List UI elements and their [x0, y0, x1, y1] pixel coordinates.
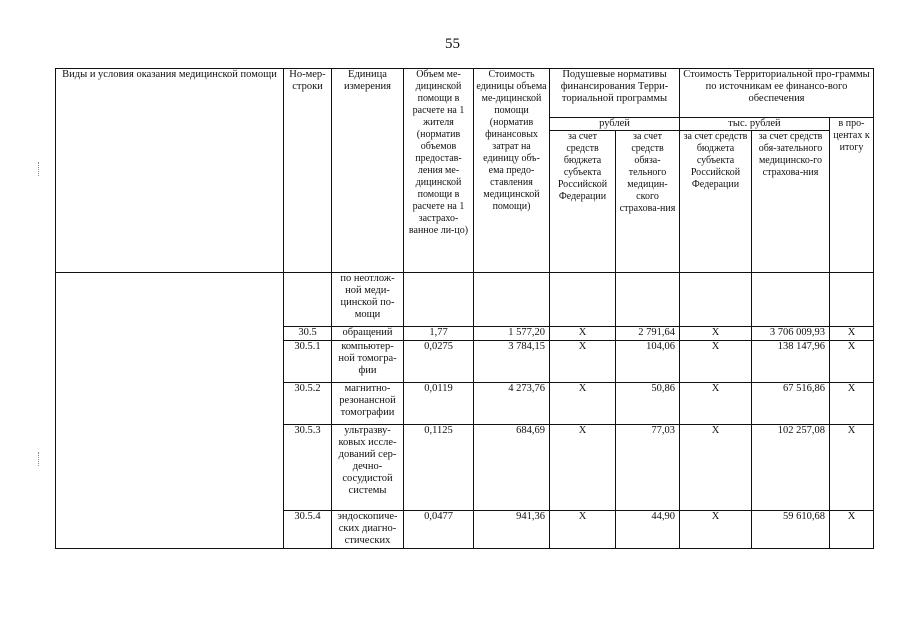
header-row-number: Но-мер-строки	[284, 69, 332, 273]
cell-total-oms: 67 516,86	[752, 383, 830, 425]
header-total-percent: в про-центах к итогу	[830, 118, 874, 273]
cell-total-budget: X	[680, 425, 752, 511]
scan-mark	[38, 452, 40, 466]
cell-cost: 3 784,15	[474, 341, 550, 383]
cell-norm-budget	[550, 273, 616, 327]
cell-total-percent: X	[830, 341, 874, 383]
cell-cost: 4 273,76	[474, 383, 550, 425]
cell-total-percent: X	[830, 425, 874, 511]
header-total: Стоимость Территориальной про-граммы по источникам ее финансо-вого обеспечения	[680, 69, 874, 118]
cell-volume	[404, 273, 474, 327]
cell-unit: эндоскопиче-ских диагно-стических	[332, 511, 404, 549]
header-cost: Стоимость единицы объема ме-дицинской помощи (норматив финансовых затрат на единицу объ-ема предо-ставления медицинской помощи)	[474, 69, 550, 273]
cell-total-oms: 102 257,08	[752, 425, 830, 511]
cell-total-oms	[752, 273, 830, 327]
cell-volume: 1,77	[404, 327, 474, 341]
cell-unit: обращений	[332, 327, 404, 341]
cell-norm-budget: X	[550, 341, 616, 383]
cell-norm-budget: X	[550, 383, 616, 425]
cell-row-number: 30.5	[284, 327, 332, 341]
cell-norm-budget: X	[550, 327, 616, 341]
cell-total-budget: X	[680, 341, 752, 383]
cell-norm-oms: 2 791,64	[616, 327, 680, 341]
data-table	[55, 68, 874, 549]
header-types: Виды и условия оказания медицинской помощи	[56, 69, 284, 273]
cell-total-percent: X	[830, 511, 874, 549]
cell-total-budget: X	[680, 327, 752, 341]
header-norms-unit: рублей	[550, 118, 680, 131]
cell-norm-budget: X	[550, 511, 616, 549]
cell-total-oms: 59 610,68	[752, 511, 830, 549]
header-norms-oms: за счет средств обяза-тельного медицин-ского страхова-ния	[616, 131, 680, 273]
cell-norm-oms: 44,90	[616, 511, 680, 549]
cell-row-number: 30.5.1	[284, 341, 332, 383]
cell-total-percent: X	[830, 383, 874, 425]
cell-row-number	[284, 273, 332, 327]
header-norms-budget: за счет средств бюджета субъекта Российской Федерации	[550, 131, 616, 273]
cell-unit: по неотлож-ной меди-цинской по-мощи	[332, 273, 404, 327]
cell-unit: ультразву-ковых иссле-дований сер-дечно-сосудистой системы	[332, 425, 404, 511]
cell-norm-oms	[616, 273, 680, 327]
header-row	[56, 69, 874, 118]
cell-total-percent: X	[830, 327, 874, 341]
table-row	[56, 273, 874, 327]
cell-norm-oms: 104,06	[616, 341, 680, 383]
header-unit: Единица измерения	[332, 69, 404, 273]
cell-type	[56, 273, 284, 549]
cell-row-number: 30.5.3	[284, 425, 332, 511]
cell-row-number: 30.5.2	[284, 383, 332, 425]
header-volume: Объем ме-дицинской помощи в расчете на 1 жителя (норматив объемов предостав-ления ме-дицинской помощи в расчете на 1 застрахо-ванное ли-цо)	[404, 69, 474, 273]
cell-total-percent	[830, 273, 874, 327]
header-norms: Подушевые нормативы финансирования Терри-ториальной программы	[550, 69, 680, 118]
header-total-unit: тыс. рублей	[680, 118, 830, 131]
cell-cost: 1 577,20	[474, 327, 550, 341]
scan-mark	[38, 162, 40, 176]
cell-total-budget: X	[680, 511, 752, 549]
cell-total-oms: 138 147,96	[752, 341, 830, 383]
header-total-oms: за счет средств обя-зательного медицинско-го страхова-ния	[752, 131, 830, 273]
cell-norm-budget: X	[550, 425, 616, 511]
cell-unit: магнитно-резонансной томографии	[332, 383, 404, 425]
cell-norm-oms: 77,03	[616, 425, 680, 511]
cell-cost	[474, 273, 550, 327]
cell-volume: 0,0119	[404, 383, 474, 425]
cell-cost: 941,36	[474, 511, 550, 549]
cell-unit: компьютер-ной томогра-фии	[332, 341, 404, 383]
cell-total-budget	[680, 273, 752, 327]
cell-volume: 0,1125	[404, 425, 474, 511]
header-total-budget: за счет средств бюджета субъекта Российской Федерации	[680, 131, 752, 273]
cell-row-number: 30.5.4	[284, 511, 332, 549]
cell-cost: 684,69	[474, 425, 550, 511]
cell-volume: 0,0477	[404, 511, 474, 549]
cell-total-oms: 3 706 009,93	[752, 327, 830, 341]
cell-total-budget: X	[680, 383, 752, 425]
cell-norm-oms: 50,86	[616, 383, 680, 425]
page-number: 55	[445, 36, 460, 52]
cell-volume: 0,0275	[404, 341, 474, 383]
